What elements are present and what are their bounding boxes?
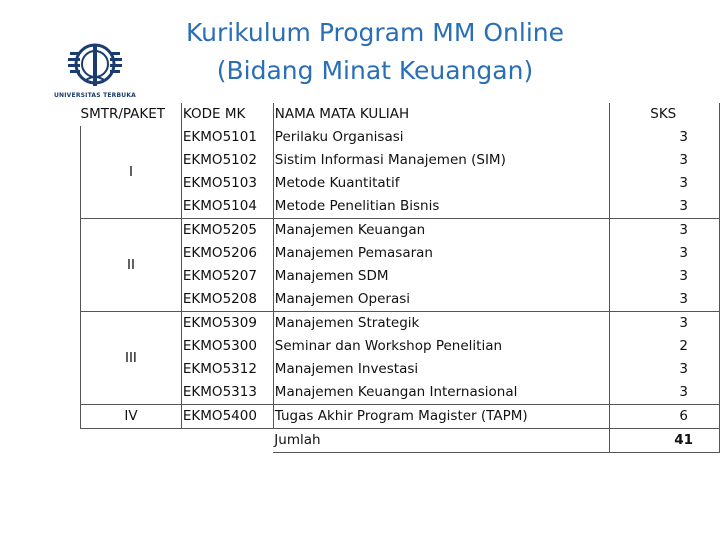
course-sks: 3 — [610, 149, 720, 172]
course-name: Manajemen Keuangan — [273, 219, 609, 243]
university-logo-icon — [52, 40, 138, 92]
course-name: Sistim Informasi Manajemen (SIM) — [273, 149, 609, 172]
course-code: EKMO5104 — [181, 195, 273, 219]
course-sks: 3 — [610, 288, 720, 312]
course-code: EKMO5102 — [181, 149, 273, 172]
course-code: EKMO5205 — [181, 219, 273, 243]
university-name: UNIVERSITAS TERBUKA — [53, 92, 137, 99]
total-row — [81, 429, 720, 453]
blank-cell — [81, 429, 182, 453]
semester-cell: I — [81, 126, 182, 219]
table-row — [81, 126, 720, 149]
table-body — [81, 126, 720, 453]
course-name: Manajemen Keuangan Internasional — [273, 381, 609, 405]
table-row — [81, 312, 720, 336]
course-sks: 3 — [610, 312, 720, 336]
course-name: Metode Kuantitatif — [273, 172, 609, 195]
course-name: Manajemen Strategik — [273, 312, 609, 336]
course-code: EKMO5309 — [181, 312, 273, 336]
semester-cell: II — [81, 219, 182, 312]
table-row — [81, 219, 720, 243]
course-sks: 3 — [610, 242, 720, 265]
course-name: Manajemen SDM — [273, 265, 609, 288]
course-sks: 3 — [610, 126, 720, 149]
course-code: EKMO5208 — [181, 288, 273, 312]
course-code: EKMO5207 — [181, 265, 273, 288]
course-code: EKMO5101 — [181, 126, 273, 149]
header-code: KODE MK — [181, 103, 273, 126]
total-label: Jumlah — [273, 429, 609, 453]
course-sks: 3 — [610, 219, 720, 243]
course-code: EKMO5206 — [181, 242, 273, 265]
title-line-1: Kurikulum Program MM Online — [185, 18, 564, 47]
course-name: Manajemen Operasi — [273, 288, 609, 312]
header-sks: SKS — [610, 103, 720, 126]
course-sks: 3 — [610, 195, 720, 219]
course-code: EKMO5400 — [181, 405, 273, 429]
course-code: EKMO5313 — [181, 381, 273, 405]
table-row — [81, 405, 720, 429]
semester-cell: III — [81, 312, 182, 405]
course-name: Perilaku Organisasi — [273, 126, 609, 149]
course-sks: 3 — [610, 358, 720, 381]
course-code: EKMO5300 — [181, 335, 273, 358]
course-name: Metode Penelitian Bisnis — [273, 195, 609, 219]
blank-cell — [181, 429, 273, 453]
course-sks: 2 — [610, 335, 720, 358]
course-code: EKMO5312 — [181, 358, 273, 381]
course-name: Seminar dan Workshop Penelitian — [273, 335, 609, 358]
page-title — [150, 14, 600, 90]
course-code: EKMO5103 — [181, 172, 273, 195]
table-header-row — [81, 103, 720, 126]
course-sks: 3 — [610, 265, 720, 288]
course-sks: 3 — [610, 381, 720, 405]
course-name: Manajemen Pemasaran — [273, 242, 609, 265]
course-sks: 3 — [610, 172, 720, 195]
total-sks: 41 — [610, 429, 720, 453]
course-name: Tugas Akhir Program Magister (TAPM) — [273, 405, 609, 429]
course-name: Manajemen Investasi — [273, 358, 609, 381]
university-logo — [52, 40, 138, 102]
semester-cell: IV — [81, 405, 182, 429]
title-line-2: (Bidang Minat Keuangan) — [216, 56, 534, 85]
header-semester: SMTR/PAKET — [80, 106, 166, 122]
curriculum-table — [80, 103, 720, 453]
header-name: NAMA MATA KULIAH — [273, 103, 609, 126]
course-sks: 6 — [610, 405, 720, 429]
